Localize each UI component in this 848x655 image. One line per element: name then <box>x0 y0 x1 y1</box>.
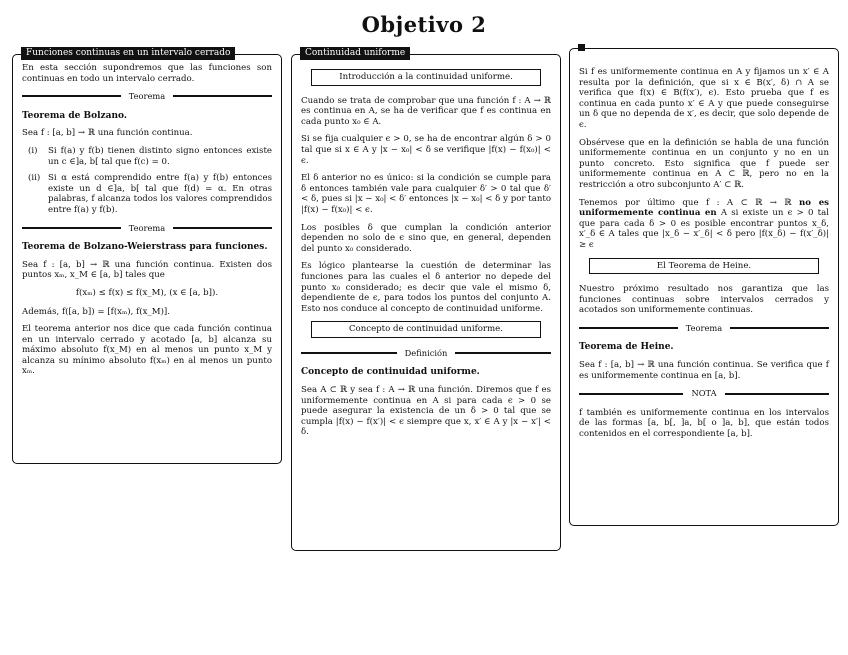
card-continuous-functions <box>12 48 282 464</box>
card-tab-label: Continuidad uniforme <box>300 47 410 60</box>
intro-text: En esta sección supondremos que las funciones son continuas en todo un intervalo cerrado. <box>22 63 272 84</box>
paragraph: Además, f([a, b]) = [f(xₘ), f(x_M)]. <box>22 306 171 317</box>
item-text: Si f(a) y f(b) tienen distinto signo entonces existe un c ∈]a, b[ tal que f(c) = 0. <box>48 145 272 167</box>
note-text: f también es uniformemente continua en los intervalos de las formas [a, b[, ]a, b[ o ]a, b], que están todos contenidos en el correspondiente [a, b]. <box>579 407 829 440</box>
definition-title: Concepto de continuidad uniforme. <box>301 367 480 378</box>
theorem-statement: Sea f : [a, b] → ℝ una función continua. Se verifica que f es uniformemente continua en [a, b]. <box>579 360 829 381</box>
list-item <box>28 146 272 167</box>
definition-statement: Sea A ⊂ ℝ y sea f : A → ℝ una función. Diremos que f es uniformemente continua en A si para cada ϵ > 0 se puede asegurar la existencia de un δ > 0 tal que se cumpla |f(x) − f(x′)| < ϵ siempre que x, x′ ∈ A y |x − x′| < δ. <box>301 385 551 438</box>
paragraph: Nuestro próximo resultado nos garantiza que las funciones continuas sobre intervalos cerrados y acotados son uniformemente continuas. <box>579 284 829 316</box>
paragraph: Obsérvese que en la definición se habla de una función uniformemente continua en un conjunto y no en un punto concreto. Esto significa que f puede ser uniformemente continua en A ⊂ ℝ, pero no en la restricción a otro subconjunto A′ ⊂ ℝ. <box>579 137 829 190</box>
paragraph: Los posibles δ que cumplan la condición anterior dependen no solo de ϵ sino que, en general, dependen del punto x₀ considerado. <box>301 222 551 254</box>
paragraph: Cuando se trata de comprobar que una función f : A → ℝ es continua en A, se ha de verificar que f es continua en cada punto x₀ ∈ A. <box>301 95 551 127</box>
emphasis: no es uniformemente continua en <box>579 197 830 219</box>
paragraph: Si f es uniformemente continua en A y fijamos un x′ ∈ A resulta por la definición, que si x ∈ B(x′, δ) ∩ A se verifica que f(x) ∈ B(f(x′), ϵ). Esto prueba que f es continua en cada punto x′ ∈ A y que puede conseguirse un δ que no dependa de x′, es decir, que solo depende de ϵ. <box>579 67 829 130</box>
text-run: A si existe un ϵ > 0 tal que para cada δ > 0 es posible encontrar puntos x_δ, x′_δ ∈ A tales que |x_δ − x′_δ| < δ pero |f(x_δ) − f(x′_δ)| ≥ ϵ <box>579 208 829 250</box>
section-heading: El Teorema de Heine. <box>589 258 819 275</box>
divider-label: Teorema <box>128 91 166 102</box>
theorem-divider <box>579 323 829 334</box>
paragraph: El δ anterior no es único: si la condición se cumple para δ entonces también vale para cualquier δ′ > 0 tal que δ′ < δ, pues si |x − x₀| < δ′ entonces |x − x₀| < δ y por tanto |f(x) − f(x₀)| < ϵ. <box>301 173 551 215</box>
theorem-divider <box>22 91 272 102</box>
list-item <box>28 173 272 215</box>
divider-label: Definición <box>404 347 448 358</box>
theorem-statement: Sea f : [a, b] → ℝ una función continua. Existen dos puntos xₘ, x_M ∈ [a, b] tales que <box>22 259 272 281</box>
divider-label: Teorema <box>685 322 723 333</box>
text-run: Tenemos por último que f : A ⊂ ℝ → ℝ <box>579 197 800 208</box>
definition-divider <box>301 348 551 359</box>
card-tab-marker <box>578 44 585 51</box>
paragraph: Es lógico plantearse la cuestión de determinar las funciones para las cuales el δ anterior no depede del punto x₀ considerado; es decir que vale el mismo δ, dependiente de ϵ, para todos los puntos del conjunto A. Esto nos conduce al concepto de continuidad uniforme. <box>301 261 551 314</box>
paragraph <box>579 198 829 251</box>
card-uniform-continuity-cont <box>569 48 839 526</box>
section-heading: Concepto de continuidad uniforme. <box>311 321 541 338</box>
theorem-divider <box>22 223 272 234</box>
paragraph: El teorema anterior nos dice que cada función continua en un intervalo cerrado y acotado [a, b] alcanza su máximo absoluto f(x_M) en al menos un punto x_M y alcanza su mínimo absoluto f(xₘ) en al menos un punto xₘ. <box>22 324 272 377</box>
paragraph: Si se fija cualquier ϵ > 0, se ha de encontrar algún δ > 0 tal que si x ∈ A y |x − x₀| < δ se verifique |f(x) − f(x₀)| < ϵ. <box>301 134 551 166</box>
item-number: (i) <box>28 145 38 156</box>
card-tab-label: Funciones continuas en un intervalo cerrado <box>21 47 235 60</box>
equation: f(xₘ) ≤ f(x) ≤ f(x_M), (x ∈ [a, b]). <box>75 287 219 298</box>
divider-label: Teorema <box>128 222 166 233</box>
theorem-title: Teorema de Bolzano. <box>22 110 127 121</box>
divider-label: NOTA <box>691 388 717 399</box>
section-heading: Introducción a la continuidad uniforme. <box>311 69 541 86</box>
card-uniform-continuity <box>291 48 561 551</box>
note-divider <box>579 388 829 399</box>
item-text: Si α está comprendido entre f(a) y f(b) entonces existe un d ∈]a, b[ tal que f(d) = α. En otras palabras, f alcanza todos los valores comprendidos entre f(a) y f(b). <box>48 173 272 215</box>
item-number: (ii) <box>28 173 41 184</box>
theorem-title: Teorema de Heine. <box>579 342 674 353</box>
page-title: Objetivo 2 <box>361 12 487 37</box>
theorem-title: Teorema de Bolzano-Weierstrass para funciones. <box>22 242 268 253</box>
theorem-statement: Sea f : [a, b] → ℝ una función continua. <box>22 128 193 139</box>
